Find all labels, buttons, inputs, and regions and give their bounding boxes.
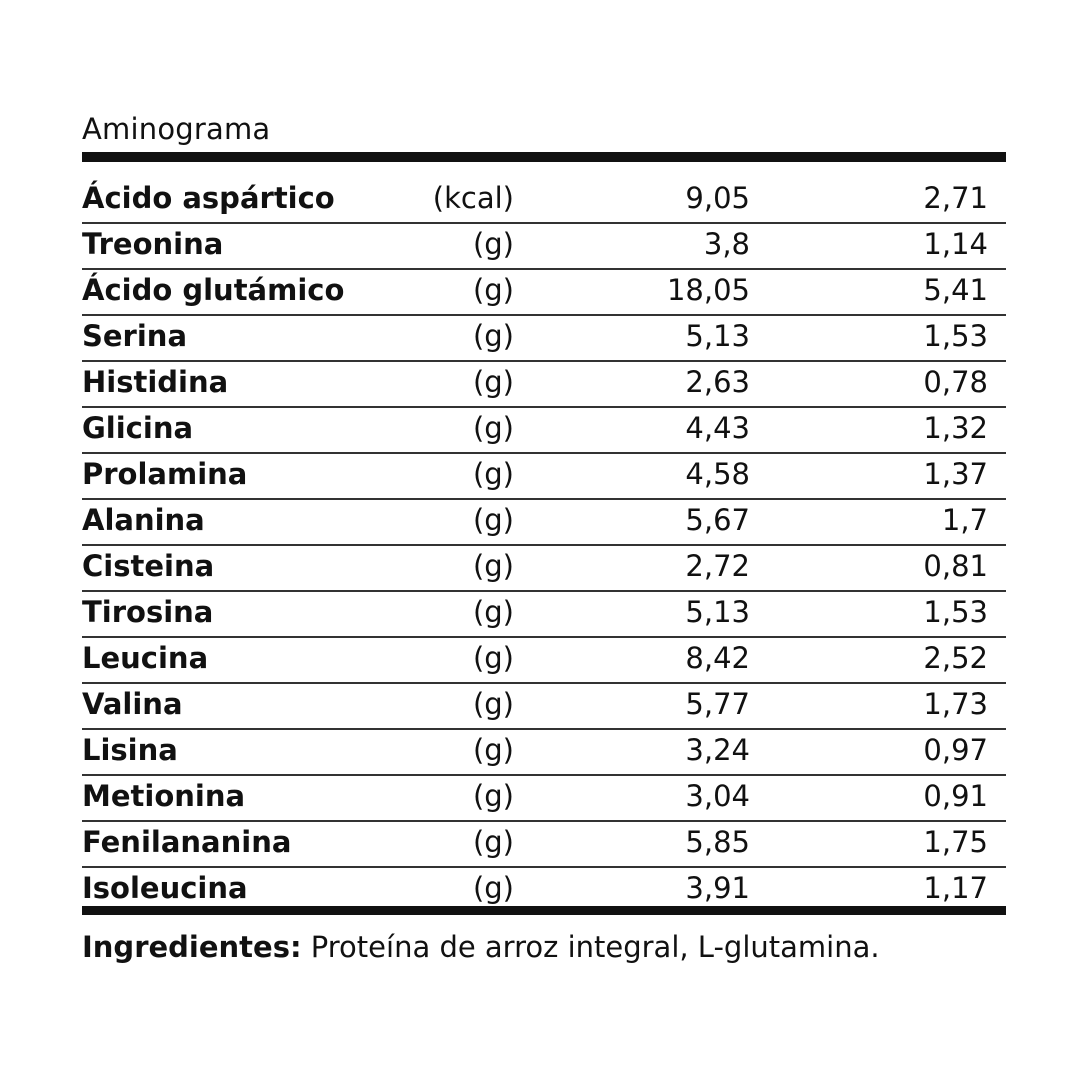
nutrient-name: Tirosina: [82, 595, 214, 629]
nutrient-unit: (kcal): [432, 181, 514, 215]
value-column-2: 1,14: [923, 227, 988, 261]
value-column-1: 4,58: [685, 457, 750, 491]
table-row: [82, 592, 1006, 638]
nutrient-name: Isoleucina: [82, 871, 248, 905]
value-column-2: 1,7: [941, 503, 988, 537]
table-row: [82, 408, 1006, 454]
table-row: [82, 224, 1006, 270]
nutrient-name: Fenilananina: [82, 825, 292, 859]
table-row: [82, 270, 1006, 316]
table-row: [82, 178, 1006, 224]
value-column-2: 1,53: [923, 595, 988, 629]
table-title: Aminograma: [82, 112, 271, 146]
nutrient-unit: (g): [472, 319, 514, 353]
table-row: [82, 822, 1006, 868]
table-row: [82, 546, 1006, 592]
table-row: [82, 362, 1006, 408]
value-column-2: 1,75: [923, 825, 988, 859]
nutrient-name: Alanina: [82, 503, 205, 537]
table-row: [82, 500, 1006, 546]
value-column-1: 5,77: [685, 687, 750, 721]
nutrient-unit: (g): [472, 549, 514, 583]
nutrient-name: Cisteina: [82, 549, 215, 583]
nutrient-unit: (g): [472, 503, 514, 537]
value-column-1: 5,13: [685, 319, 750, 353]
nutrient-unit: (g): [472, 227, 514, 261]
nutrient-unit: (g): [472, 411, 514, 445]
value-column-2: 0,78: [923, 365, 988, 399]
value-column-2: 1,32: [923, 411, 988, 445]
nutrient-name: Prolamina: [82, 457, 248, 491]
value-column-1: 8,42: [685, 641, 750, 675]
value-column-2: 0,91: [923, 779, 988, 813]
table-row: [82, 316, 1006, 362]
ingredients-line: [82, 927, 1006, 967]
value-column-1: 5,13: [685, 595, 750, 629]
value-column-2: 1,17: [923, 871, 988, 905]
nutrient-unit: (g): [472, 687, 514, 721]
nutrient-unit: (g): [472, 733, 514, 767]
value-column-2: 5,41: [923, 273, 988, 307]
value-column-1: 3,91: [685, 871, 750, 905]
table-row: [82, 684, 1006, 730]
aminogram-panel: [82, 106, 1006, 967]
table-row: [82, 868, 1006, 906]
nutrient-unit: (g): [472, 457, 514, 491]
top-rule: [82, 152, 1006, 162]
value-column-1: 3,8: [703, 227, 750, 261]
nutrient-unit: (g): [472, 779, 514, 813]
table-row: [82, 776, 1006, 822]
ingredients-text: Proteína de arroz integral, L-glutamina.: [301, 930, 880, 964]
nutrient-name: Ácido aspártico: [82, 181, 335, 215]
value-column-1: 5,85: [685, 825, 750, 859]
value-column-1: 9,05: [685, 181, 750, 215]
nutrient-name: Leucina: [82, 641, 209, 675]
value-column-1: 2,63: [685, 365, 750, 399]
nutrient-name: Serina: [82, 319, 188, 353]
table-row: [82, 454, 1006, 500]
value-column-1: 5,67: [685, 503, 750, 537]
value-column-1: 3,04: [685, 779, 750, 813]
value-column-2: 2,52: [923, 641, 988, 675]
value-column-2: 1,37: [923, 457, 988, 491]
nutrient-unit: (g): [472, 273, 514, 307]
value-column-2: 0,81: [923, 549, 988, 583]
nutrient-name: Lisina: [82, 733, 178, 767]
nutrient-name: Glicina: [82, 411, 194, 445]
table-row: [82, 730, 1006, 776]
value-column-2: 1,73: [923, 687, 988, 721]
ingredients-label: Ingredientes:: [82, 930, 302, 964]
value-column-1: 3,24: [685, 733, 750, 767]
table-row: [82, 638, 1006, 684]
nutrient-name: Valina: [82, 687, 183, 721]
nutrient-unit: (g): [472, 825, 514, 859]
nutrient-name: Histidina: [82, 365, 229, 399]
value-column-1: 2,72: [685, 549, 750, 583]
nutrient-name: Ácido glutámico: [82, 273, 345, 307]
value-column-2: 1,53: [923, 319, 988, 353]
value-column-2: 2,71: [923, 181, 988, 215]
nutrient-unit: (g): [472, 365, 514, 399]
value-column-1: 4,43: [685, 411, 750, 445]
nutrient-name: Metionina: [82, 779, 246, 813]
nutrient-unit: (g): [472, 871, 514, 905]
value-column-2: 0,97: [923, 733, 988, 767]
value-column-1: 18,05: [666, 273, 750, 307]
nutrient-unit: (g): [472, 641, 514, 675]
aminogram-table: [82, 178, 1006, 906]
nutrient-name: Treonina: [82, 227, 224, 261]
nutrient-unit: (g): [472, 595, 514, 629]
